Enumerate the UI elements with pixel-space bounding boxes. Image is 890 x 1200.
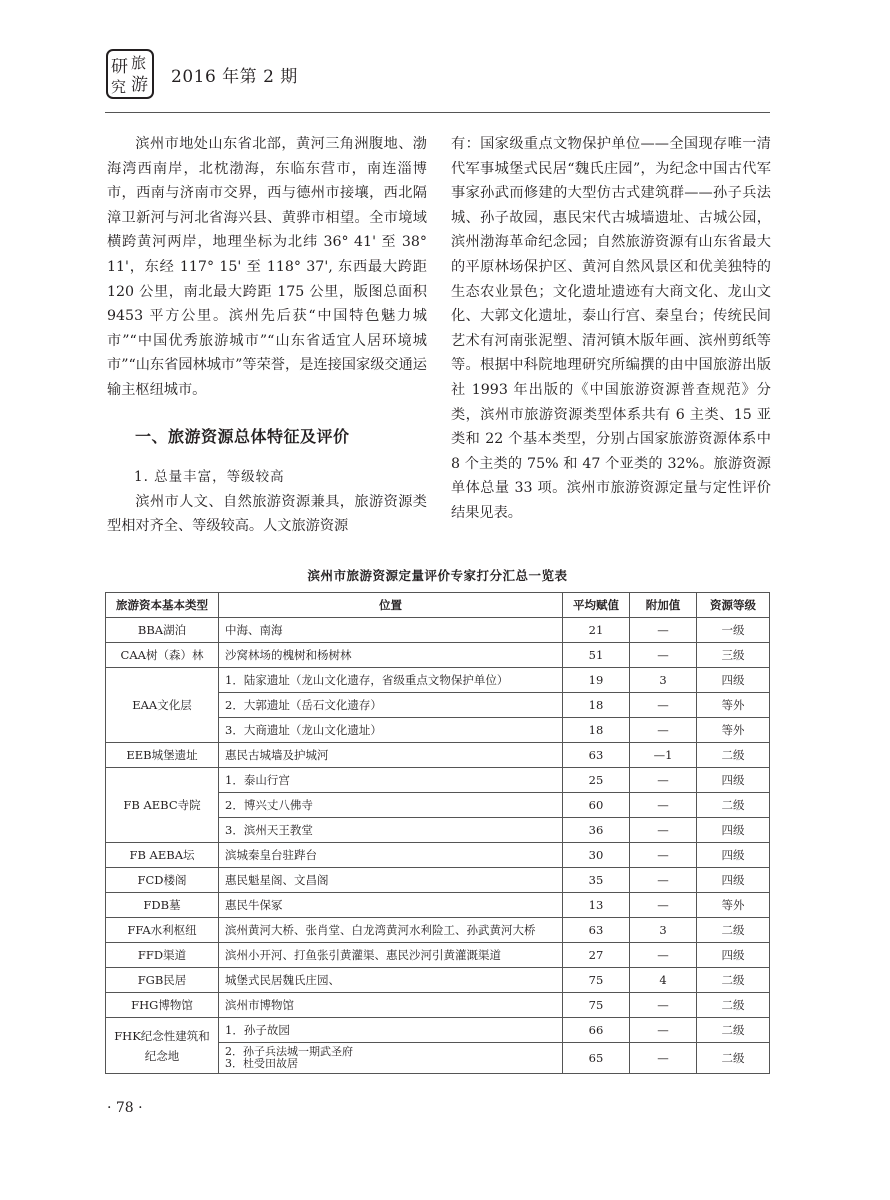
cell-level: 二级 (697, 1018, 770, 1043)
cell-location: 滨州黄河大桥、张肖堂、白龙湾黄河水利险工、孙武黄河大桥 (219, 918, 563, 943)
cell-level: 二级 (697, 993, 770, 1018)
cell-type: EAA文化层 (106, 668, 219, 743)
right-paragraph-1: 有：国家级重点文物保护单位——全国现存唯一清代军事城堡式民居“魏氏庄园”，为纪念中国古代军事家孙武而修建的大型仿古式建筑群——孙子兵法城、孙子故园，惠民宋代古城墙遗址、古城公园，滨州渤海革命纪念园；自然旅游资源有山东省最大的平原林场保护区、黄河自然风景区和优美独特的生态农业景色；文化遗址遗迹有大商文化、龙山文化、大郭文化遗址，泰山行宫、秦皇台；传统民间艺术有河南张泥塑、清河镇木版年画、滨州剪纸等等。根据中科院地理研究所编撰的由中国旅游出版社 1993 年出版的《中国旅游资源普查规范》分类，滨州市旅游资源类型体系共有 6 主类、15 亚类和 22 个基本类型，分别占国家旅游资源体系中 8 个主类的 75% 和 47 个亚类的 32%。旅游资源单体总量 33 项。滨州市旅游资源定量与定性评价结果见表。 (451, 136, 771, 521)
table-row (106, 618, 770, 643)
cell-add: 3 (630, 668, 697, 693)
cell-avg: 75 (563, 993, 630, 1018)
cell-level: 等外 (697, 718, 770, 743)
cell-location-line-2: 3．杜受田故居 (225, 1057, 298, 1070)
logo-char-1: 研 (111, 57, 128, 77)
cell-add: — (630, 868, 697, 893)
cell-add: — (630, 993, 697, 1018)
evaluation-table (105, 592, 770, 1074)
table-row (106, 668, 770, 693)
cell-add: — (630, 618, 697, 643)
page-header (105, 44, 770, 104)
cell-location: 惠民魁星阁、文昌阁 (219, 868, 563, 893)
table-row (106, 1018, 770, 1043)
cell-level: 等外 (697, 893, 770, 918)
cell-type: FB AEBC寺院 (106, 768, 219, 843)
table-row (106, 993, 770, 1018)
cell-avg: 25 (563, 768, 630, 793)
table-title: 滨州市旅游资源定量评价专家打分汇总一览表 (307, 568, 568, 583)
table-row (106, 918, 770, 943)
cell-add: — (630, 1043, 697, 1074)
cell-add: — (630, 693, 697, 718)
cell-avg: 35 (563, 868, 630, 893)
cell-type: FFA水利枢纽 (106, 918, 219, 943)
left-paragraph-1: 滨州市地处山东省北部，黄河三角洲腹地、渤海湾西南岸，北枕渤海，东临东营市，南连淄博市，西南与济南市交界，西与德州市接壤，西北隔漳卫新河与河北省海兴县、黄骅市相望。全市境域横跨黄河两岸，地理坐标为北纬 36° 41' 至 38° 11'，东经 117° 15' 至 118° 37', 东西最大跨距 120 公里，南北最大跨距 175 公里，版图总面积 9453 平方公里。滨州先后获“中国特色魅力城市”“中国优秀旅游城市”“山东省适宜人居环境城市”“山东省园林城市”等荣誉，是连接国家级交通运输主枢纽城市。 (107, 136, 427, 398)
cell-add: — (630, 843, 697, 868)
header-type: 旅游资本基本类型 (106, 593, 219, 618)
logo-char-2: 究 (111, 78, 127, 96)
cell-location: 沙窝林场的槐树和杨树林 (219, 643, 563, 668)
header-level: 资源等级 (697, 593, 770, 618)
cell-location (219, 1043, 563, 1074)
table-row (106, 868, 770, 893)
cell-add: — (630, 768, 697, 793)
cell-level: 四级 (697, 768, 770, 793)
cell-location: 3．滨州天王教堂 (219, 818, 563, 843)
cell-add: —1 (630, 743, 697, 768)
cell-level: 二级 (697, 918, 770, 943)
cell-location: 1．陆家遗址（龙山文化遗存，省级重点文物保护单位） (219, 668, 563, 693)
cell-type: FFD渠道 (106, 943, 219, 968)
cell-location: 惠民古城墙及护城河 (219, 743, 563, 768)
journal-logo-icon (105, 48, 155, 100)
cell-avg: 13 (563, 893, 630, 918)
cell-avg: 19 (563, 668, 630, 693)
cell-location: 1．孙子故园 (219, 1018, 563, 1043)
cell-add: 3 (630, 918, 697, 943)
cell-level: 二级 (697, 1043, 770, 1074)
cell-location: 2．大郭遗址（岳石文化遗存） (219, 693, 563, 718)
issue-label: 2016 年第 2 期 (171, 67, 298, 87)
header-avg: 平均赋值 (563, 593, 630, 618)
cell-level: 一级 (697, 618, 770, 643)
cell-location: 中海、南海 (219, 618, 563, 643)
cell-add: — (630, 793, 697, 818)
cell-level: 四级 (697, 668, 770, 693)
cell-location: 滨州小开河、打鱼张引黄灌渠、惠民沙河引黄灌溉渠道 (219, 943, 563, 968)
cell-type: FHK纪念性建筑和纪念地 (106, 1018, 219, 1074)
page-number: · 78 · (107, 1100, 143, 1116)
left-column (107, 132, 427, 539)
cell-location-line-1: 2．孙子兵法城一期武圣府 (225, 1045, 353, 1058)
cell-add: — (630, 818, 697, 843)
cell-avg: 63 (563, 918, 630, 943)
cell-avg: 60 (563, 793, 630, 818)
cell-add: — (630, 893, 697, 918)
table-row (106, 893, 770, 918)
cell-level: 二级 (697, 968, 770, 993)
cell-type: FHG博物馆 (106, 993, 219, 1018)
cell-add: — (630, 1018, 697, 1043)
cell-add: — (630, 943, 697, 968)
table-row (106, 743, 770, 768)
table-row (106, 768, 770, 793)
cell-location: 3．大商遗址（龙山文化遗址） (219, 718, 563, 743)
table-row (106, 943, 770, 968)
cell-avg: 75 (563, 968, 630, 993)
header-location: 位置 (219, 593, 563, 618)
cell-type: FGB民居 (106, 968, 219, 993)
cell-type: CAA树（森）林 (106, 643, 219, 668)
cell-avg: 65 (563, 1043, 630, 1074)
cell-location: 2．博兴丈八佛寺 (219, 793, 563, 818)
cell-type: FB AEBA坛 (106, 843, 219, 868)
cell-avg: 51 (563, 643, 630, 668)
cell-level: 二级 (697, 743, 770, 768)
cell-level: 四级 (697, 818, 770, 843)
cell-location: 惠民牛保冢 (219, 893, 563, 918)
cell-level: 四级 (697, 843, 770, 868)
cell-type: FCD楼阁 (106, 868, 219, 893)
logo-char-4: 游 (131, 75, 148, 95)
section-heading: 一、旅游资源总体特征及评价 (135, 426, 350, 446)
header-add: 附加值 (630, 593, 697, 618)
logo-char-3: 旅 (131, 54, 147, 72)
cell-avg: 18 (563, 693, 630, 718)
cell-avg: 27 (563, 943, 630, 968)
cell-location: 滨城秦皇台驻跸台 (219, 843, 563, 868)
header-rule (105, 112, 770, 113)
cell-avg: 66 (563, 1018, 630, 1043)
cell-type: FDB墓 (106, 893, 219, 918)
cell-add: 4 (630, 968, 697, 993)
table-header-row (106, 593, 770, 618)
cell-type: BBA湖泊 (106, 618, 219, 643)
cell-avg: 18 (563, 718, 630, 743)
cell-location: 1．泰山行宫 (219, 768, 563, 793)
table-row (106, 843, 770, 868)
cell-level: 三级 (697, 643, 770, 668)
table-row (106, 968, 770, 993)
left-paragraph-2: 滨州市人文、自然旅游资源兼具，旅游资源类型相对齐全、等级较高。人文旅游资源 (107, 493, 427, 535)
table-row (106, 643, 770, 668)
cell-location: 城堡式民居魏氏庄园、 (219, 968, 563, 993)
cell-avg: 36 (563, 818, 630, 843)
cell-location: 滨州市博物馆 (219, 993, 563, 1018)
cell-avg: 21 (563, 618, 630, 643)
cell-level: 四级 (697, 868, 770, 893)
cell-type: EEB城堡遗址 (106, 743, 219, 768)
cell-avg: 63 (563, 743, 630, 768)
right-column (451, 132, 771, 526)
cell-level: 等外 (697, 693, 770, 718)
sub-heading: 1. 总量丰富，等级较高 (134, 469, 285, 486)
cell-add: — (630, 643, 697, 668)
cell-level: 二级 (697, 793, 770, 818)
cell-avg: 30 (563, 843, 630, 868)
cell-add: — (630, 718, 697, 743)
cell-level: 四级 (697, 943, 770, 968)
